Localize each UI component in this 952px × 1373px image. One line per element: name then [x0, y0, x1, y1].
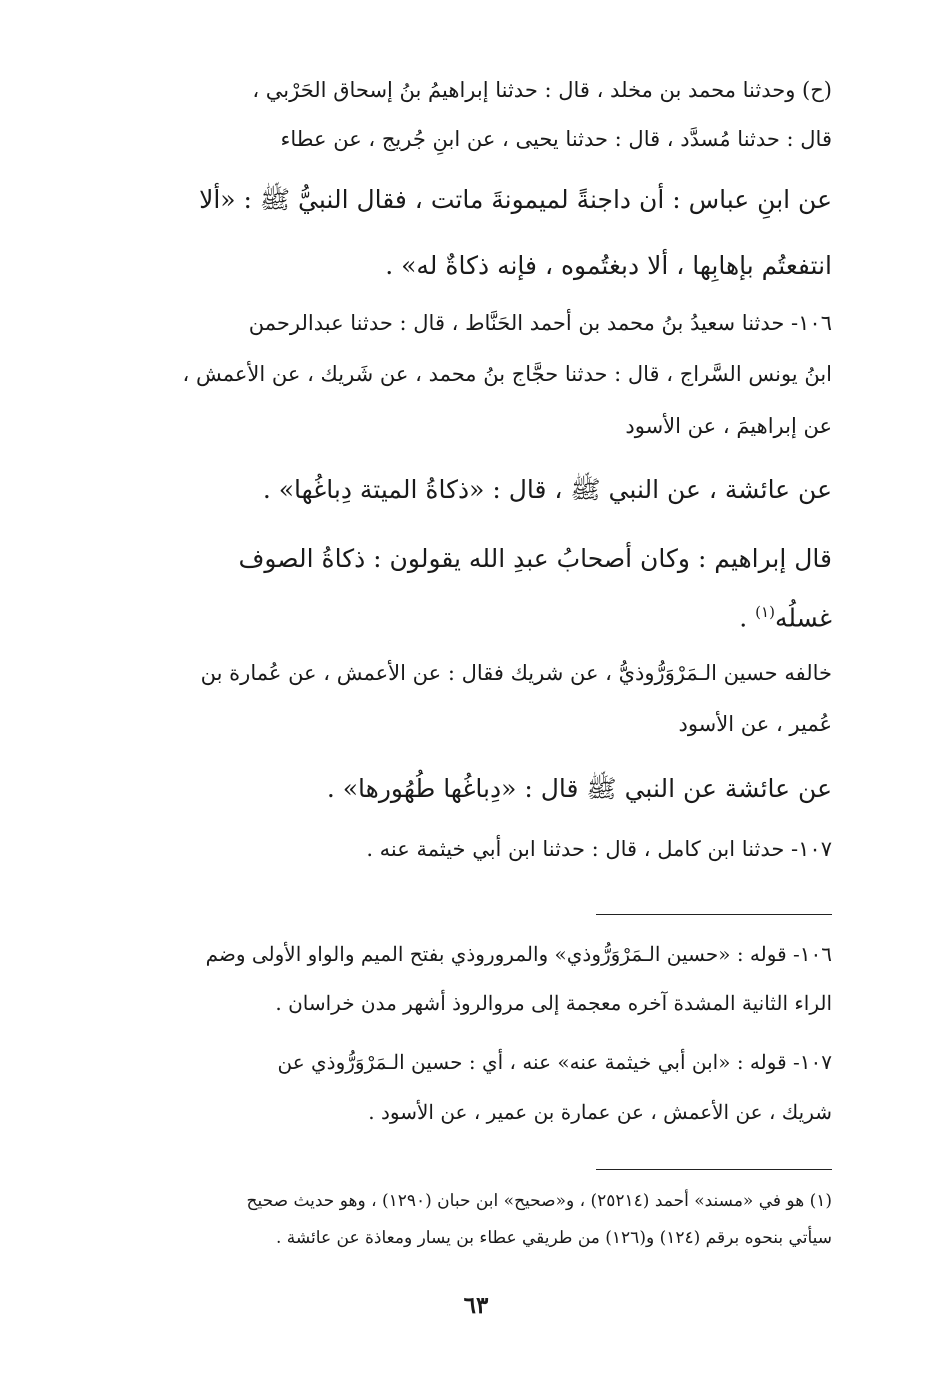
- athar-end: .: [739, 603, 756, 633]
- isnad-line: عن إبراهيمَ ، عن الأسود: [625, 414, 832, 438]
- athar-text: غسلُه: [774, 603, 832, 633]
- matn-line: عن ابنِ عباس : أن داجنةً لميمونةَ ماتت ، فقال النبيُّ ﷺ : «ألا: [199, 185, 832, 214]
- footnote-separator: [596, 1169, 832, 1170]
- footnote-line: (١) هو في «مسند» أحمد (٢٥٢١٤) ، و«صحيح» ابن حبان (١٢٩٠) ، وهو حديث صحيح: [246, 1191, 832, 1211]
- matn-line: عن عائشة ، عن النبي ﷺ ، قال : «ذكاةُ الميتة دِباغُها» .: [262, 475, 832, 504]
- page-number: ٦٣: [463, 1292, 489, 1319]
- commentary-separator: [596, 914, 832, 915]
- footnote-line: سيأتي بنحوه برقم (١٢٤) و(١٢٦) من طريقي عطاء بن يسار ومعاذة عن عائشة .: [275, 1228, 832, 1248]
- isnad-line: قال : حدثنا مُسدَّد ، قال : حدثنا يحيى ، عن ابنِ جُريج ، عن عطاء: [280, 127, 832, 151]
- isnad-line: ١٠٧- حدثنا ابن كامل ، قال : حدثنا ابن أبي خيثمة عنه .: [366, 837, 832, 861]
- isnad-line: ١٠٦- حدثنا سعيدُ بنُ محمد بن أحمد الحَنَّاط ، قال : حدثنا عبدالرحمن: [248, 311, 832, 335]
- commentary-line: ١٠٧- قوله : «ابن أبي خيثمة عنه» عنه ، أي : حسين الـمَرْوَرُّوذي عن: [277, 1050, 832, 1074]
- athar-line: قال إبراهيم : وكان أصحابُ عبدِ الله يقولون : ذكاةُ الصوف: [238, 544, 832, 573]
- matn-line: انتفعتُم بإهابِها ، ألا دبغتُموه ، فإنه ذكاةٌ له» .: [385, 251, 832, 280]
- footnote-ref: (١): [755, 603, 775, 621]
- isnad-line: عُمير ، عن الأسود: [678, 712, 832, 736]
- isnad-line: (ح) وحدثنا محمد بن مخلد ، قال : حدثنا إبراهيمُ بنُ إسحاق الحَرْبي ،: [252, 78, 832, 102]
- commentary-line: شريك ، عن الأعمش ، عن عمارة بن عمير ، عن الأسود .: [368, 1100, 832, 1124]
- matn-line: عن عائشة عن النبي ﷺ قال : «دِباغُها طُهُورها» .: [326, 774, 832, 803]
- commentary-line: الراء الثانية المشدة آخره معجمة إلى مروالروذ أشهر مدن خراسان .: [275, 991, 832, 1015]
- isnad-line: خالفه حسين الـمَرْوَرُّوذيُّ ، عن شريك فقال : عن الأعمش ، عن عُمارة بن: [200, 661, 832, 685]
- commentary-line: ١٠٦- قوله : «حسين الـمَرْوَرُّوذي» والمروروذي بفتح الميم والواو الأولى وضم: [205, 942, 832, 966]
- isnad-line: ابنُ يونس السَّراج ، قال : حدثنا حجَّاج بنُ محمد ، عن شَريك ، عن الأعمش ،: [182, 362, 832, 386]
- athar-line: [739, 603, 832, 633]
